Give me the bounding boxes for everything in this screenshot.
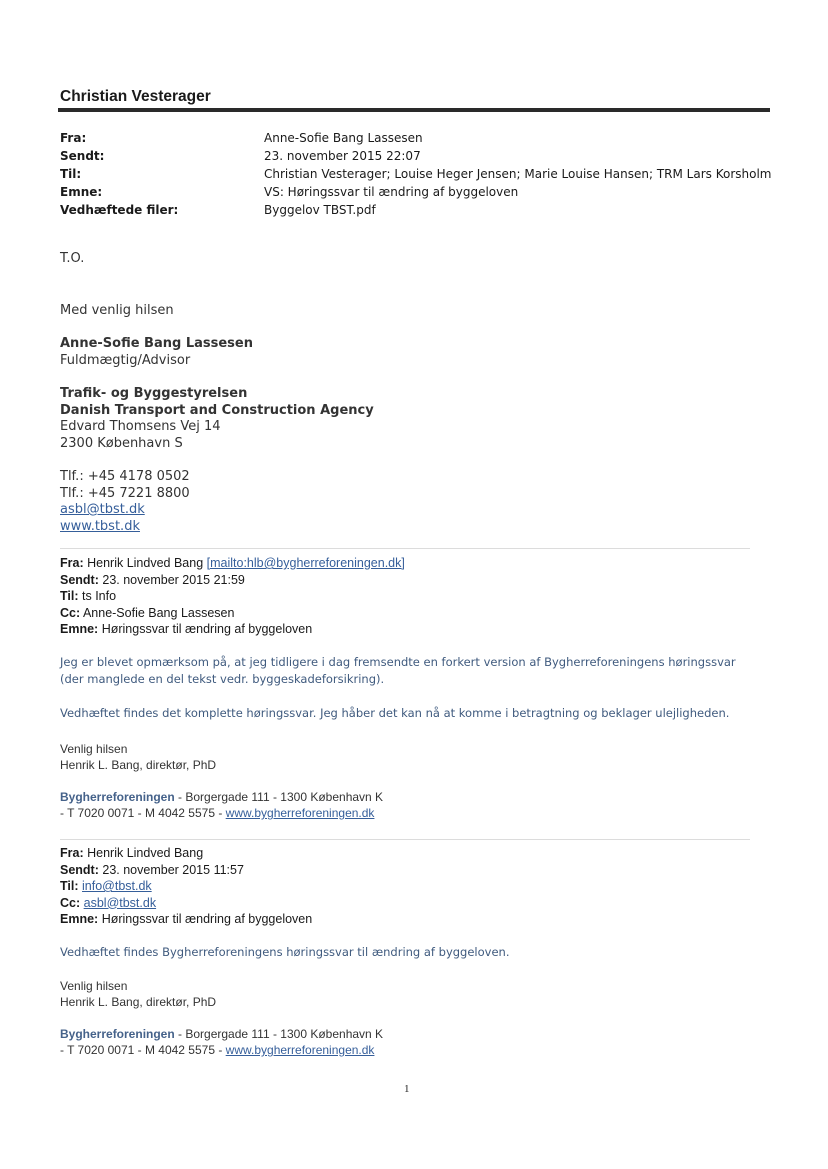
forward1-web-link[interactable]: www.bygherreforeningen.dk [225, 806, 375, 820]
signature-web-link[interactable]: www.tbst.dk [60, 518, 140, 534]
forward2-cc-link[interactable]: asbl@tbst.dk [83, 895, 157, 910]
forward2-cc-row: Cc: asbl@tbst.dk [60, 895, 157, 910]
forward1-body [60, 654, 760, 722]
forward1-org-line: Bygherreforeningen - Borgergade 111 - 1300 København K [60, 790, 384, 804]
forward2-to-row: Til: info@tbst.dk [60, 879, 152, 893]
greeting: Med venlig hilsen [60, 303, 174, 318]
forward2-contact-line: - T 7020 0071 - M 4042 5575 - www.bygherreforeningen.dk [60, 1043, 375, 1057]
forward2-signature [60, 978, 383, 1058]
separator [60, 548, 750, 549]
signature-org-en: Danish Transport and Construction Agency [60, 402, 374, 418]
signature-org-da: Trafik- og Byggestyrelsen [60, 386, 248, 401]
header-row-from [60, 129, 780, 147]
signature-street: Edvard Thomsens Vej 14 [60, 419, 221, 434]
forward1-para2: Vedhæftet findes det komplette høringssvar. Jeg håber det kan nå at komme i betragtning og beklager ulejligheden. [60, 706, 730, 720]
forward1-from-row: Fra: Henrik Lindved Bang [mailto:hlb@bygherreforeningen.dk] [60, 556, 405, 570]
signature-title: Fuldmægtig/Advisor [60, 352, 191, 368]
forward1-para1-line1: Jeg er blevet opmærksom på, at jeg tidligere i dag fremsendte en forkert version af Bygherreforeningens høringssvar [60, 655, 736, 669]
header-row-to [60, 165, 780, 183]
header-label: Sendt: [60, 149, 105, 163]
header-label: Vedhæftede filer: [60, 203, 179, 217]
header-label: Emne: [60, 185, 103, 199]
forward2-to-link[interactable]: info@tbst.dk [82, 879, 152, 893]
header-label: Til: [60, 167, 82, 181]
forward1-cc-row: Cc: Anne-Sofie Bang Lassesen [60, 605, 235, 620]
forward2-sender: Henrik L. Bang, direktør, PhD [60, 995, 217, 1009]
header-label: Fra: [60, 131, 87, 145]
forward2-web-link[interactable]: www.bygherreforeningen.dk [225, 1043, 375, 1057]
forward1-to-row: Til: ts Info [60, 589, 117, 603]
forward2-para1: Vedhæftet findes Bygherreforeningens høringssvar til ændring af byggeloven. [60, 945, 510, 959]
forward2-body [60, 944, 760, 961]
signature-phone-1: Tlf.: +45 4178 0502 [60, 469, 190, 484]
forward1-mailto-link[interactable]: [mailto:hlb@bygherreforeningen.dk] [206, 556, 405, 570]
forward2-closing: Venlig hilsen [60, 979, 128, 993]
signature-block [60, 336, 374, 535]
signature-email-link[interactable]: asbl@tbst.dk [60, 502, 145, 517]
to-line: T.O. [60, 251, 85, 266]
page-number: 1 [404, 1083, 410, 1095]
signature-name: Anne-Sofie Bang Lassesen [60, 336, 253, 351]
forward1-signature [60, 741, 383, 821]
header-row-subject [60, 183, 780, 201]
header-row-attachments [60, 201, 780, 219]
forward1-contact-line: - T 7020 0071 - M 4042 5575 - www.bygherreforeningen.dk [60, 806, 375, 820]
signature-phone-2: Tlf.: +45 7221 8800 [60, 485, 190, 501]
separator [60, 839, 750, 840]
attachment-name[interactable]: Byggelov TBST.pdf [264, 203, 376, 217]
forward1-subject-row: Emne: Høringssvar til ændring af byggeloven [60, 622, 313, 636]
forward1-header [60, 555, 405, 638]
forward1-sent-row: Sendt: 23. november 2015 21:59 [60, 572, 245, 587]
forward2-subject-row: Emne: Høringssvar til ændring af byggeloven [60, 912, 313, 926]
header-row-sent [60, 147, 780, 165]
header-value: Anne-Sofie Bang Lassesen [264, 131, 423, 145]
forward2-org-line: Bygherreforeningen - Borgergade 111 - 1300 København K [60, 1027, 384, 1041]
email-header [60, 129, 780, 219]
forward2-from-row: Fra: Henrik Lindved Bang [60, 846, 204, 860]
forward1-closing: Venlig hilsen [60, 742, 128, 756]
forward1-para1-line2: (der manglede en del tekst vedr. byggeskadeforsikring). [60, 672, 385, 686]
header-rule [58, 108, 770, 112]
forward2-sent-row: Sendt: 23. november 2015 11:57 [60, 862, 244, 877]
signature-city: 2300 København S [60, 435, 183, 451]
header-value: VS: Høringssvar til ændring af byggeloven [264, 185, 519, 199]
mailbox-owner-name: Christian Vesterager [60, 88, 211, 105]
header-value: 23. november 2015 22:07 [264, 149, 421, 163]
header-value: Christian Vesterager; Louise Heger Jensen; Marie Louise Hansen; TRM Lars Korsholm [264, 167, 772, 181]
forward2-header [60, 845, 312, 928]
forward1-sender: Henrik L. Bang, direktør, PhD [60, 758, 217, 772]
